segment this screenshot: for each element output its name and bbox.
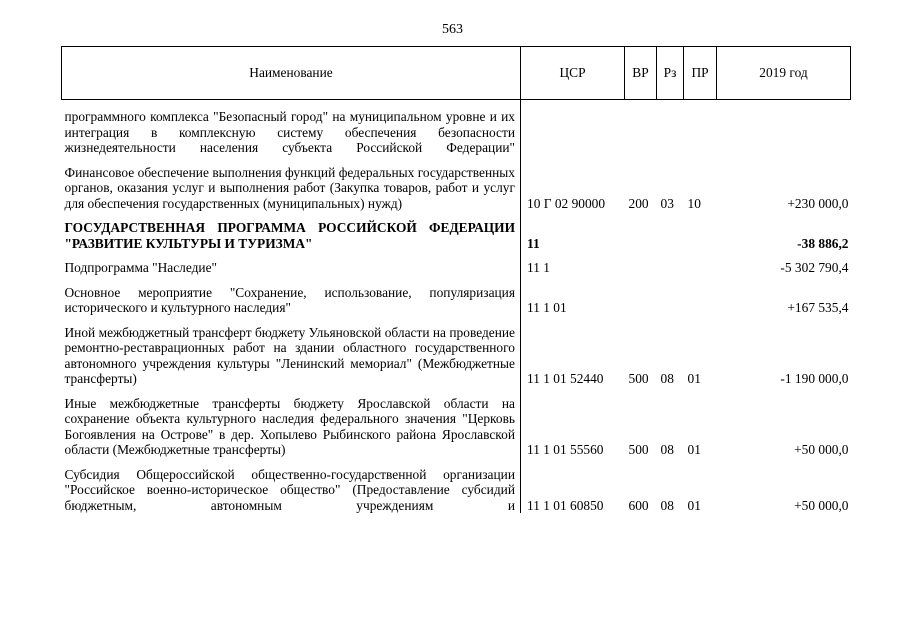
row-rz: 08 (660, 442, 674, 457)
row-rz: 08 (660, 371, 674, 386)
row-amount: -38 886,2 (797, 235, 849, 251)
row-pr: 01 (687, 371, 701, 386)
header-year: 2019 год (717, 47, 851, 100)
row-name: Иной межбюджетный трансферт бюджету Ульяновской области на проведение ремонтно-реставрационных работ на здании областного государственного автономного учреждения культуры "Ленинский мемориал" (Межбюджетные трансферты) (64, 324, 515, 386)
row-csr: 11 1 01 52440 (521, 325, 625, 387)
table-row (62, 109, 851, 156)
row-pr (684, 260, 717, 276)
header-csr: ЦСР (521, 47, 625, 100)
row-name: Иные межбюджетные трансферты бюджету Ярославской области на сохранение объекта культурного наследия федерального значения "Церковь Богоявления на Острове" в дер. Хопылево Рыбинского района Ярославской области (Межбюджетные трансферты) (64, 395, 515, 457)
row-rz (657, 260, 684, 276)
row-amount: -5 302 790,4 (780, 260, 849, 275)
row-rz: 03 (660, 195, 674, 211)
row-vr (625, 285, 657, 316)
row-amount: +230 000,0 (787, 195, 849, 211)
row-csr: 10 Г 02 90000 (521, 165, 625, 212)
row-pr (684, 285, 717, 316)
row-name: ГОСУДАРСТВЕННАЯ ПРОГРАММА РОССИЙСКОЙ ФЕДЕРАЦИИ "РАЗВИТИЕ КУЛЬТУРЫ И ТУРИЗМА" (64, 220, 515, 251)
row-name: Субсидия Общероссийской общественно-государственной организации "Российское военно-историческое общество" (Предоставление субсидий бюджетным, автономным учреждениям и (64, 466, 515, 513)
row-csr: 11 1 01 60850 (521, 467, 625, 514)
row-csr: 11 (521, 220, 625, 251)
table-row (62, 467, 851, 514)
row-vr (625, 109, 657, 156)
row-rz (657, 220, 684, 251)
row-vr: 200 (628, 195, 649, 211)
row-csr: 11 1 (521, 260, 625, 276)
table-row (62, 396, 851, 458)
row-rz (657, 109, 684, 156)
table-row (62, 220, 851, 251)
row-rz (657, 285, 684, 316)
table-row (62, 165, 851, 212)
row-csr (521, 109, 625, 156)
header-pr: ПР (684, 47, 717, 100)
row-name: Подпрограмма "Наследие" (64, 260, 217, 275)
row-vr: 500 (628, 442, 649, 457)
row-vr: 600 (628, 497, 649, 513)
page-number: 563 (442, 22, 463, 37)
row-csr: 11 1 01 (521, 285, 625, 316)
row-pr (684, 109, 717, 156)
row-amount (717, 109, 851, 156)
header-rz: Рз (657, 47, 684, 100)
row-vr: 500 (628, 371, 649, 386)
table-row (62, 285, 851, 316)
table-row (62, 325, 851, 387)
row-name: Финансовое обеспечение выполнения функций федеральных государственных органов, оказания услуг и выполнения работ (Закупка товаров, работ и услуг для обеспечения государственных (муниципальных) нужд) (64, 164, 515, 211)
row-amount: +167 535,4 (787, 300, 849, 315)
row-rz: 08 (660, 497, 674, 513)
budget-table (61, 46, 851, 513)
row-amount: -1 190 000,0 (780, 371, 849, 386)
row-csr: 11 1 01 55560 (521, 396, 625, 458)
header-name: Наименование (62, 47, 521, 100)
row-name: программного комплекса "Безопасный город" на муниципальном уровне и их интеграция в комплексную систему обеспечения безопасности жизнедеятельности населения субъекта Российской Федерации" (64, 109, 515, 155)
row-pr: 01 (687, 442, 701, 457)
row-pr (684, 220, 717, 251)
row-name: Основное мероприятие "Сохранение, использование, популяризация исторического и культурного наследия" (64, 284, 515, 315)
row-vr (625, 260, 657, 276)
row-amount: +50 000,0 (794, 497, 849, 513)
table-row (62, 260, 851, 276)
table-header-row (62, 47, 851, 100)
row-vr (625, 220, 657, 251)
header-vr: ВР (625, 47, 657, 100)
row-pr: 10 (687, 195, 701, 211)
row-amount: +50 000,0 (794, 442, 849, 457)
row-pr: 01 (687, 497, 701, 513)
